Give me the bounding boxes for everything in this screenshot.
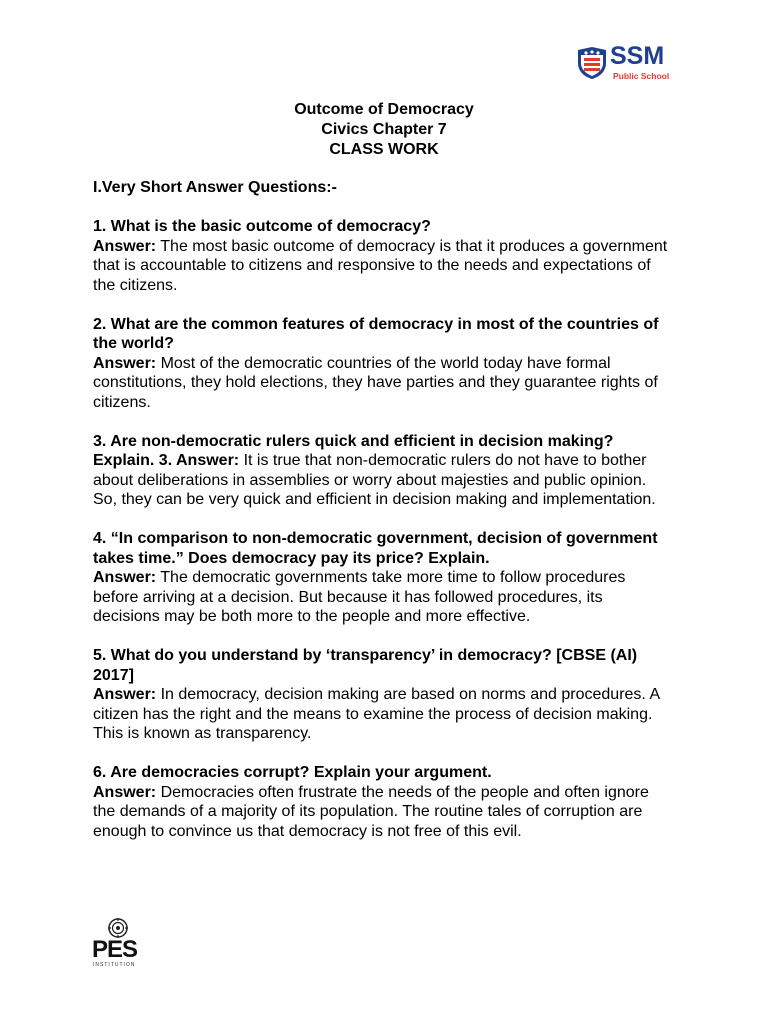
question-6: 6. Are democracies corrupt? Explain your argument.: [93, 764, 492, 781]
question-1: 1. What is the basic outcome of democracy?: [93, 218, 431, 235]
document-content: [93, 178, 673, 841]
pes-logo: [92, 917, 144, 971]
qa-item-3: [93, 432, 673, 510]
qa-item-2: [93, 315, 673, 413]
answer-5: In democracy, decision making are based on norms and procedures. A citizen has the right and the means to examine the process of decision making. This is known as transparency.: [93, 686, 660, 742]
qa-item-5: [93, 646, 673, 744]
answer-label: Answer:: [93, 569, 157, 586]
answer-4: The democratic governments take more time to follow procedures before arriving at a decision. But because it has followed procedures, its decisions may be both more to the people and more effective.: [93, 569, 626, 625]
answer-label: Answer:: [93, 783, 157, 801]
answer-3: It is true that non-democratic rulers do not have to bother about deliberations in assemblies or worry about majesties and public opinion. So, they can be very quick and efficient in decision making and implementation.: [93, 452, 656, 508]
document-header: [0, 100, 768, 160]
qa-item-1: [93, 217, 673, 295]
ssm-logo-subtitle: Public School: [613, 71, 670, 81]
question-2: 2. What are the common features of democracy in most of the countries of the world?: [93, 315, 659, 352]
pes-logo-subtitle: INSTITUTION: [93, 962, 136, 968]
qa-item-6: [93, 763, 673, 841]
answer-label: Answer:: [93, 686, 157, 703]
section-title: I.Very Short Answer Questions:-: [93, 179, 337, 196]
document-label: CLASS WORK: [329, 141, 439, 158]
question-5: 5. What do you understand by ‘transparency’ in democracy? [CBSE (AI) 2017]: [93, 647, 638, 684]
qa-item-4: [93, 529, 673, 627]
ssm-logo-text: SSM: [610, 42, 665, 70]
question-4: 4. “In comparison to non-democratic government, decision of government takes time.” Does democracy pay its price? Explain.: [93, 530, 658, 567]
document-subtitle: Civics Chapter 7: [321, 121, 447, 138]
question-3: 3. Are non-democratic rulers quick and efficient in decision making? Explain. 3. Answer:: [93, 432, 614, 469]
answer-label: Answer:: [93, 237, 157, 255]
answer-2: Most of the democratic countries of the world today have formal constitutions, they hold elections, they have parties and they guarantee rights of citizens.: [93, 354, 658, 411]
answer-label: Answer:: [93, 354, 157, 372]
ssm-shield-icon: [576, 46, 608, 80]
answer-6: Democracies often frustrate the needs of the people and often ignore the demands of a majority of its population. The routine tales of corruption are enough to convince us that democracy is not free of this evil.: [93, 783, 649, 840]
document-title: Outcome of Democracy: [294, 101, 474, 118]
ssm-logo: [576, 44, 676, 84]
answer-1: The most basic outcome of democracy is that it produces a government that is accountable to citizens and responsive to the needs and expectations of the citizens.: [93, 237, 668, 294]
pes-logo-text: PES: [92, 936, 138, 963]
